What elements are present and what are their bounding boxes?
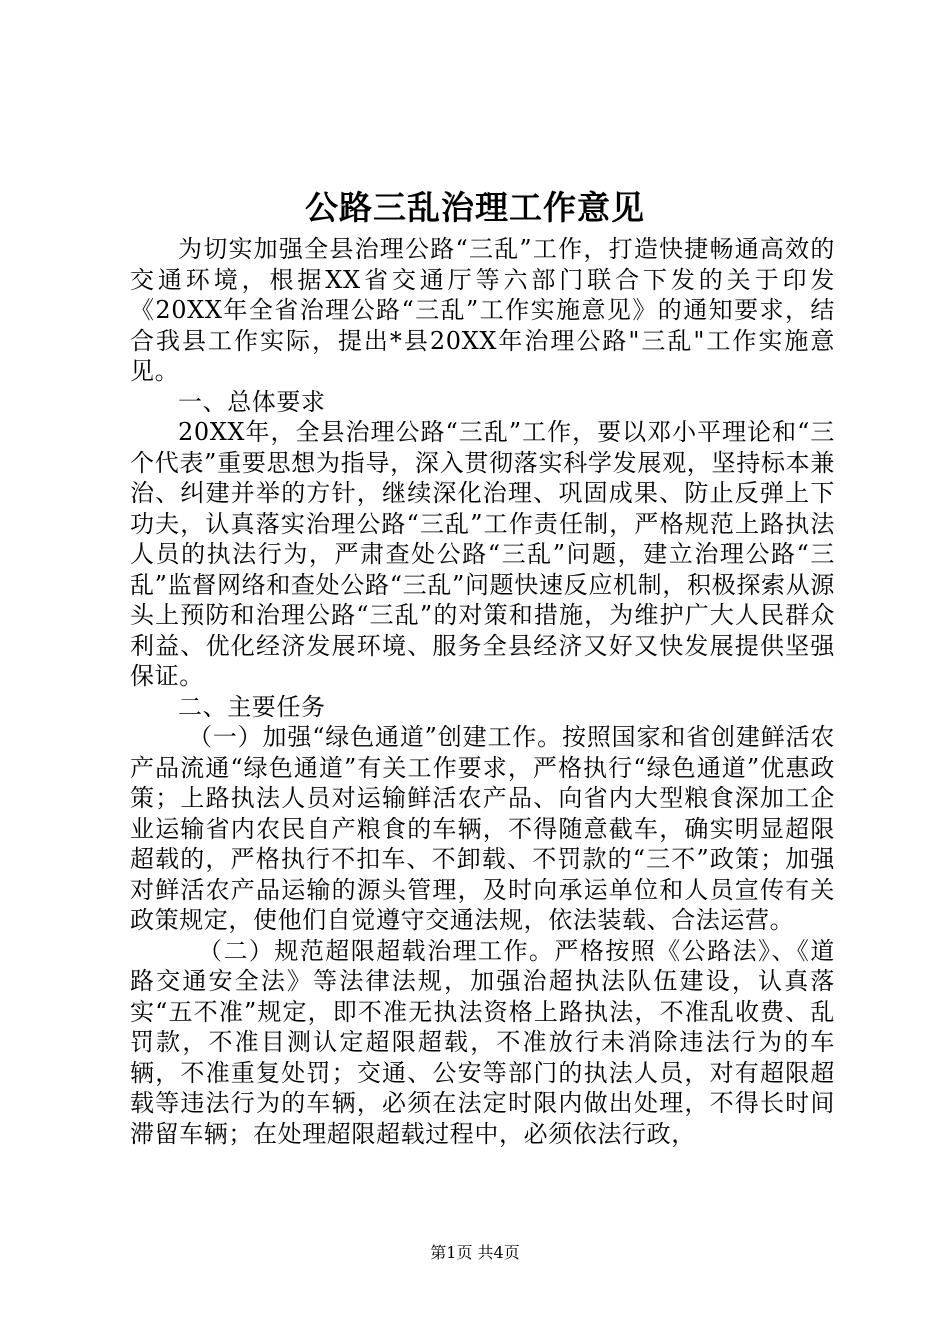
task-one-paragraph: （一）加强“绿色通道”创建工作。按照国家和省创建鲜活农产品流通“绿色通道”有关工作要求，严格执行“绿色通道”优惠政策；上路执法人员对运输鲜活农产品、向省内大型粮食深加工企业运输省内农民自产粮食的车辆，不得随意截车，确实明显超限超载的，严格执行不扣车、不卸载、不罚款的“三不”政策；加强对鲜活农产品运输的源头管理，及时向承运单位和人员宣传有关政策规定，使他们自觉遵守交通法规，依法装载、合法运营。 — [130, 723, 835, 934]
page-number: 第1页 共4页 — [430, 1243, 520, 1262]
document-title: 公路三乱治理工作意见 — [305, 188, 645, 227]
task-two-paragraph: （二）规范超限超载治理工作。严格按照《公路法》、《道路交通安全法》等法律法规，加强治超执法队伍建设，认真落实“五不准”规定，即不准无执法资格上路执法，不准乱收费、乱罚款，不准目测认定超限超载，不准放行未消除违法行为的车辆，不准重复处罚；交通、公安等部门的执法人员，对有超限超载等违法行为的车辆，必须在法定时限内做出处理，不得长时间滞留车辆；在处理超限超载过程中，必须依法行政， — [130, 936, 835, 1148]
document-body — [130, 234, 835, 1149]
section-heading-general-requirements: 一、总体要求 — [178, 387, 326, 416]
section-heading-main-tasks: 二、主要任务 — [178, 692, 326, 721]
general-requirements-paragraph: 20XX年，全县治理公路“三乱”工作，要以邓小平理论和“三个代表”重要思想为指导，深入贯彻落实科学发展观，坚持标本兼治、纠建并举的方针，继续深化治理、巩固成果、防止反弹上下功夫，认真落实治理公路“三乱”工作责任制，严格规范上路执法人员的执法行为，严肃查处公路“三乱”问题，建立治理公路“三乱”监督网络和查处公路“三乱”问题快速反应机制，积极探索从源头上预防和治理公路“三乱”的对策和措施，为维护广大人民群众利益、优化经济发展环境、服务全县经济又好又快发展提供坚强保证。 — [130, 418, 835, 690]
intro-paragraph: 为切实加强全县治理公路“三乱”工作，打造快捷畅通高效的交通环境，根据XX省交通厅等六部门联合下发的关于印发《20XX年全省治理公路“三乱”工作实施意见》的通知要求，结合我县工作实际，提出*县20XX年治理公路"三乱"工作实施意见。 — [130, 235, 835, 385]
